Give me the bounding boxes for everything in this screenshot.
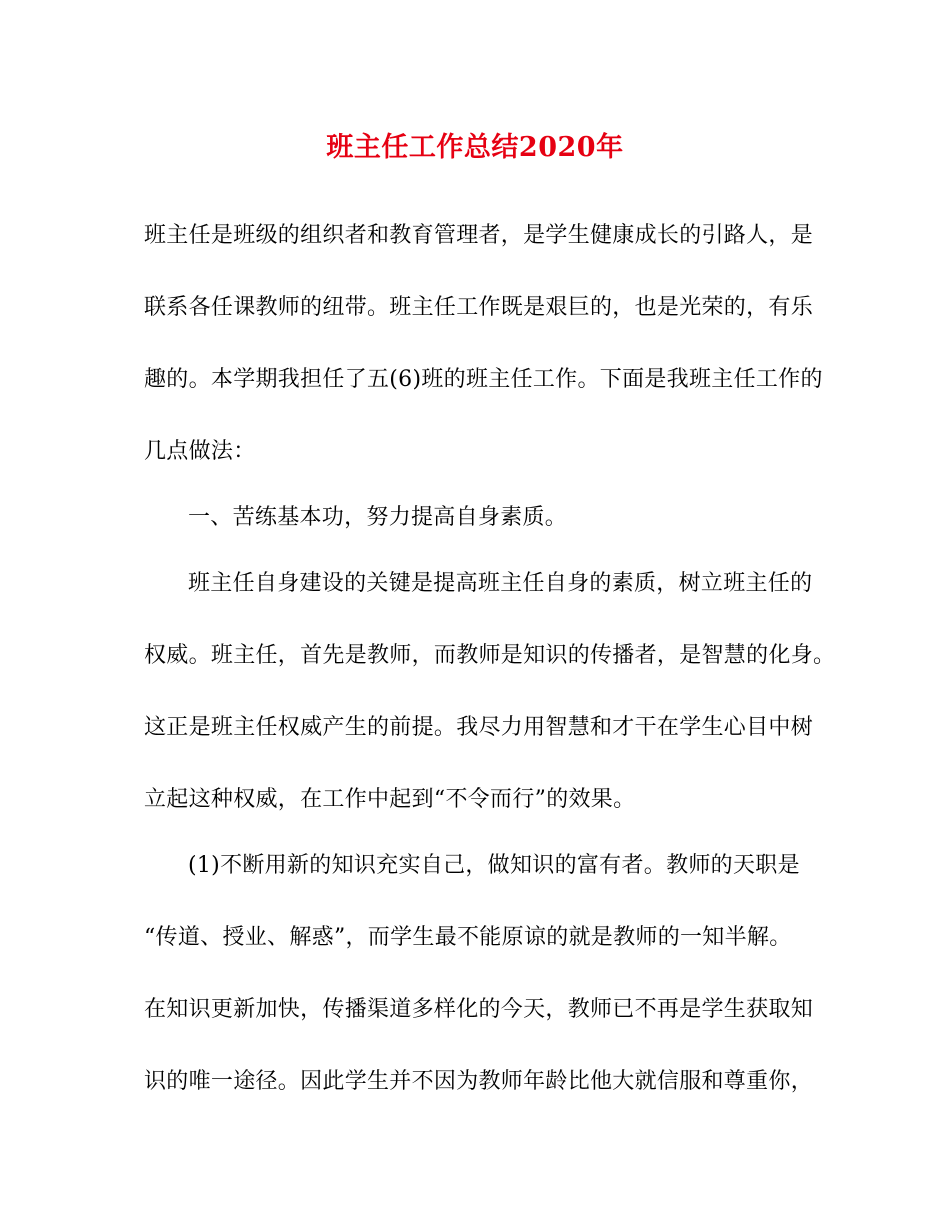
paragraph-line: 班主任是班级的组织者和教育管理者，是学生健康成长的引路人，是 (144, 223, 814, 248)
paragraph-line: 联系各任课教师的纽带。班主任工作既是艰巨的，也是光荣的，有乐 (144, 295, 814, 320)
paragraph-line: 趣的。本学期我担任了五(6)班的班主任工作。下面是我班主任工作的 (144, 367, 823, 392)
paragraph-line: (1)不断用新的知识充实自己，做知识的富有者。教师的天职是 (188, 853, 800, 878)
section-heading: 一、苦练基本功，努力提高自身素质。 (188, 505, 568, 530)
paragraph-line: 这正是班主任权威产生的前提。我尽力用智慧和才干在学生心目中树 (144, 715, 814, 740)
paragraph-line: 班主任自身建设的关键是提高班主任自身的素质，树立班主任的 (188, 571, 813, 596)
paragraph-line: “传道、授业、解惑”，而学生最不能原谅的就是教师的一知半解。 (144, 925, 792, 950)
paragraph-line: 几点做法： (144, 439, 256, 464)
paragraph-line: 识的唯一途径。因此学生并不因为教师年龄比他大就信服和尊重你， (144, 1069, 814, 1094)
paragraph-line: 权威。班主任，首先是教师，而教师是知识的传播者，是智慧的化身。 (144, 643, 836, 668)
paragraph-line: 在知识更新加快，传播渠道多样化的今天，教师已不再是学生获取知 (144, 997, 814, 1022)
document-title: 班主任工作总结2020年 (326, 132, 624, 163)
paragraph-line: 立起这种权威，在工作中起到“不令而行”的效果。 (144, 787, 636, 812)
